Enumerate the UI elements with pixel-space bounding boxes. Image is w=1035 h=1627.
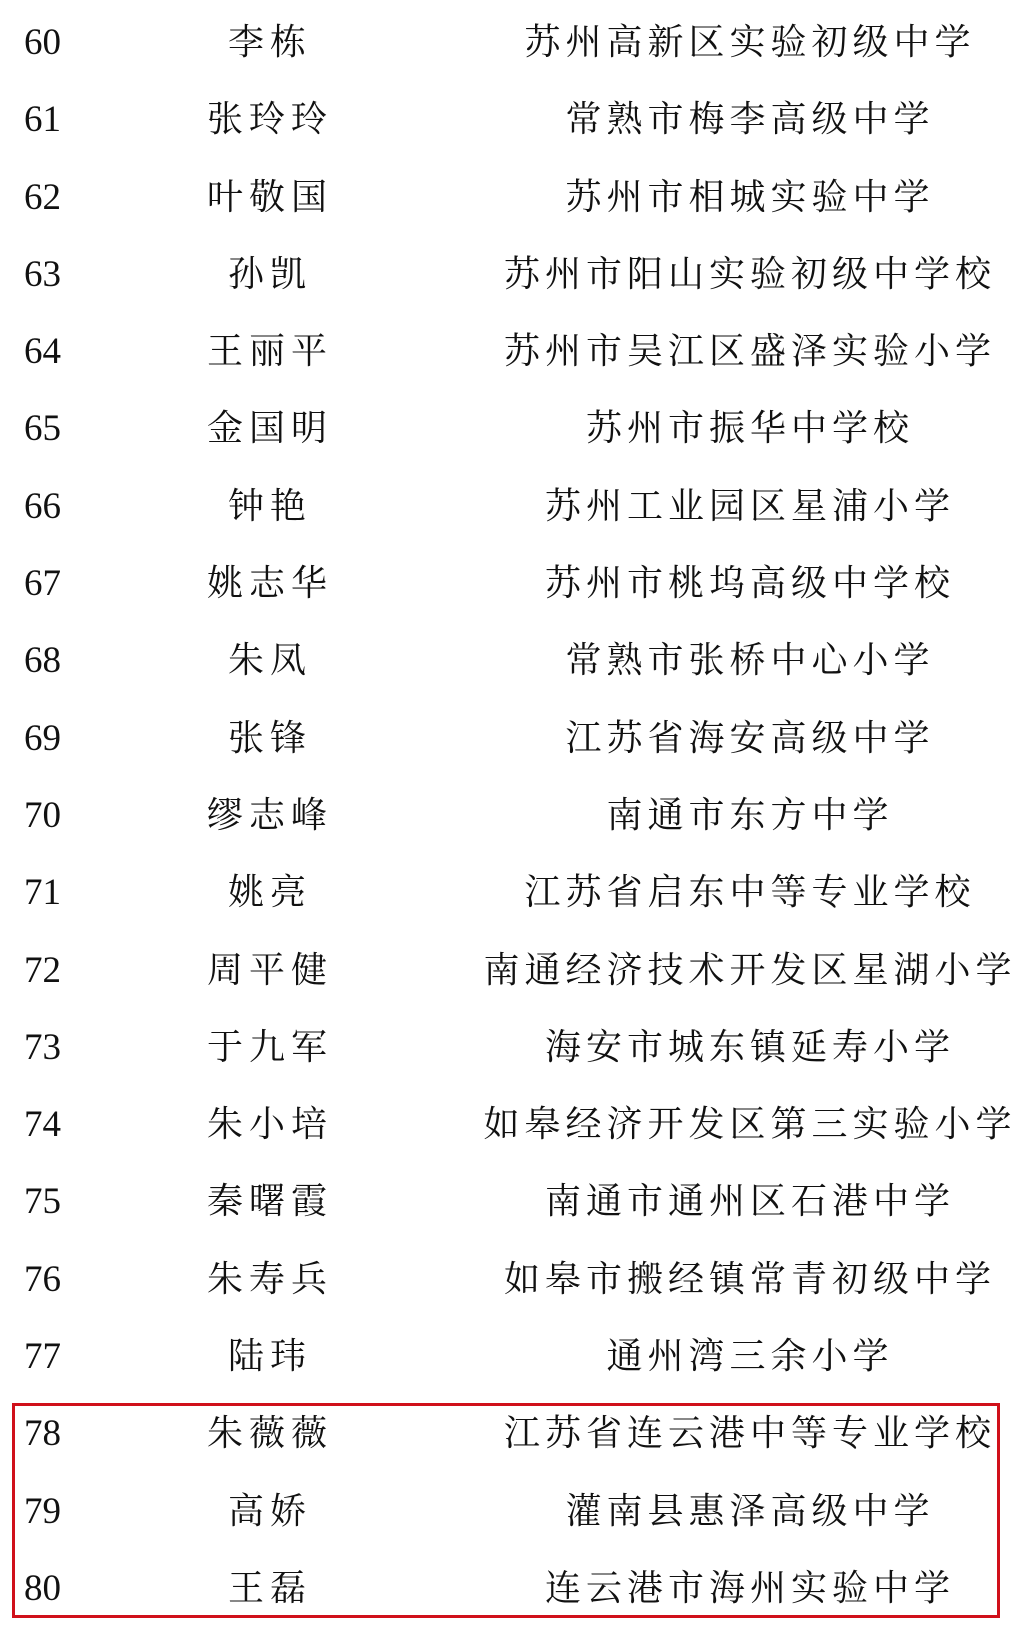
person-name: 姚亮 [227, 872, 312, 914]
school-name: 通州湾三余小学 [606, 1336, 894, 1378]
school-name: 如皋经济开发区第三实验小学 [483, 1104, 1017, 1146]
list-row [0, 1241, 1035, 1318]
list-row [0, 81, 1035, 158]
school-name: 海安市城东镇延寿小学 [544, 1026, 955, 1068]
school-name: 南通经济技术开发区星湖小学 [483, 949, 1017, 991]
person-name: 周平健 [206, 949, 333, 991]
person-name: 朱小培 [206, 1104, 333, 1146]
row-number: 80 [24, 1567, 61, 1609]
school-name: 苏州市阳山实验初级中学校 [503, 253, 996, 295]
list-row [0, 1550, 1035, 1627]
school-name: 灌南县惠泽高级中学 [565, 1490, 935, 1532]
list-row [0, 1395, 1035, 1472]
list-row [0, 932, 1035, 1009]
person-name: 王丽平 [206, 331, 333, 373]
school-name: 常熟市梅李高级中学 [565, 99, 935, 141]
list-row [0, 1318, 1035, 1395]
row-number: 77 [24, 1336, 61, 1378]
school-name: 苏州市振华中学校 [585, 408, 914, 450]
school-name: 江苏省海安高级中学 [565, 717, 935, 759]
row-number: 74 [24, 1104, 61, 1146]
school-name: 苏州市相城实验中学 [565, 176, 935, 218]
person-name: 陆玮 [227, 1336, 312, 1378]
person-name: 钟艳 [227, 485, 312, 527]
row-number: 61 [24, 99, 61, 141]
person-name: 叶敬国 [206, 176, 333, 218]
row-number: 78 [24, 1413, 61, 1455]
row-number: 66 [24, 485, 61, 527]
row-number: 75 [24, 1181, 61, 1223]
list-row [0, 854, 1035, 931]
person-name: 朱寿兵 [206, 1258, 333, 1300]
list-row [0, 1163, 1035, 1240]
list-row [0, 1086, 1035, 1163]
list-row [0, 622, 1035, 699]
person-name: 朱薇薇 [206, 1413, 333, 1455]
row-number: 63 [24, 253, 61, 295]
school-name: 连云港市海州实验中学 [544, 1567, 955, 1609]
list-row [0, 700, 1035, 777]
school-name: 如皋市搬经镇常青初级中学 [503, 1258, 996, 1300]
school-name: 苏州高新区实验初级中学 [524, 22, 976, 63]
row-number: 65 [24, 408, 61, 450]
school-name: 苏州市吴江区盛泽实验小学 [503, 331, 996, 373]
name-list [0, 4, 1035, 1627]
row-number: 72 [24, 949, 61, 991]
list-row [0, 313, 1035, 390]
person-name: 王磊 [227, 1567, 312, 1609]
person-name: 于九军 [206, 1026, 333, 1068]
person-name: 张玲玲 [206, 99, 333, 141]
person-name: 孙凯 [227, 253, 312, 295]
school-name: 江苏省连云港中等专业学校 [503, 1413, 996, 1455]
row-number: 76 [24, 1258, 61, 1300]
school-name: 常熟市张桥中心小学 [565, 640, 935, 682]
person-name: 姚志华 [206, 563, 333, 605]
person-name: 张锋 [227, 717, 312, 759]
row-number: 64 [24, 331, 61, 373]
list-row [0, 1009, 1035, 1086]
list-row [0, 1473, 1035, 1550]
row-number: 79 [24, 1490, 61, 1532]
list-row [0, 236, 1035, 313]
row-number: 67 [24, 563, 61, 605]
person-name: 金国明 [206, 408, 333, 450]
row-number: 60 [24, 22, 61, 63]
person-name: 秦曙霞 [206, 1181, 333, 1223]
school-name: 江苏省启东中等专业学校 [524, 872, 976, 914]
row-number: 69 [24, 717, 61, 759]
list-row [0, 777, 1035, 854]
list-row [0, 468, 1035, 545]
list-row [0, 4, 1035, 81]
list-row [0, 159, 1035, 236]
list-row [0, 545, 1035, 622]
person-name: 李栋 [227, 22, 312, 63]
person-name: 缪志峰 [206, 794, 333, 836]
row-number: 73 [24, 1026, 61, 1068]
row-number: 62 [24, 176, 61, 218]
row-number: 70 [24, 794, 61, 836]
school-name: 南通市通州区石港中学 [544, 1181, 955, 1223]
person-name: 高娇 [227, 1490, 312, 1532]
list-row [0, 390, 1035, 467]
row-number: 68 [24, 640, 61, 682]
school-name: 南通市东方中学 [606, 794, 894, 836]
person-name: 朱凤 [227, 640, 312, 682]
row-number: 71 [24, 872, 61, 914]
school-name: 苏州市桃坞高级中学校 [544, 563, 955, 605]
school-name: 苏州工业园区星浦小学 [544, 485, 955, 527]
